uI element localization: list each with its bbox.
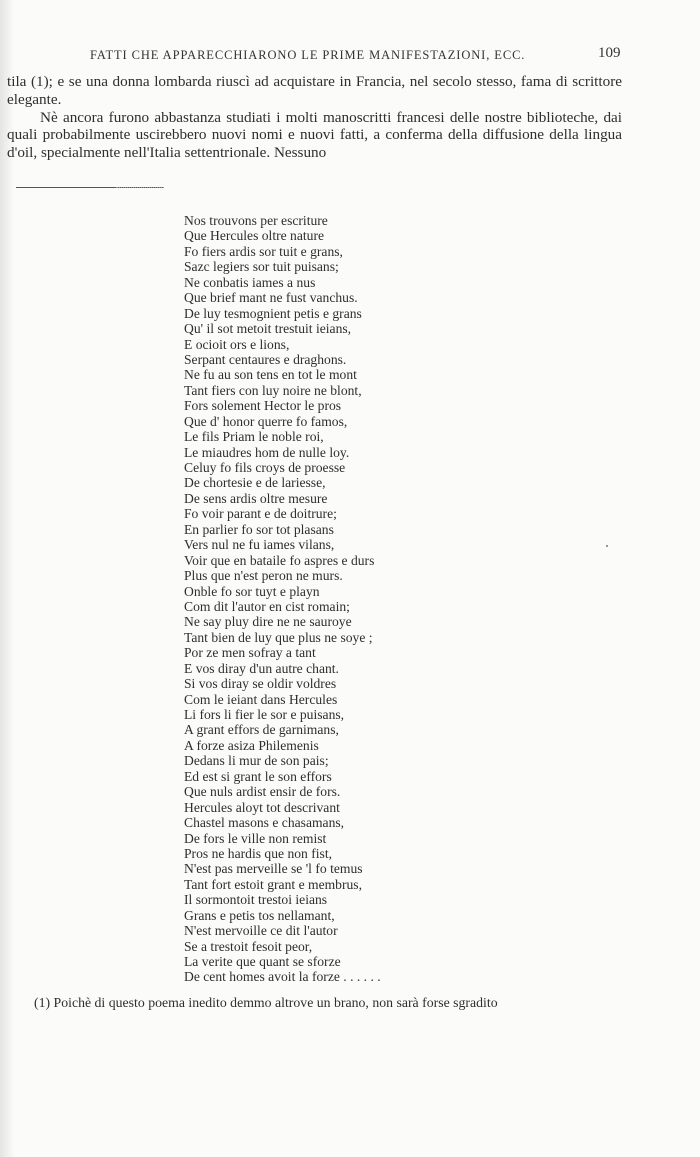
running-header: FATTI CHE APPARECCHIARONO LE PRIME MANIFESTAZIONI, ECC.: [90, 48, 526, 62]
ink-speck: [606, 545, 608, 547]
page-number: 109: [598, 45, 621, 61]
poem-line: La verite que quant se sforze: [184, 954, 341, 969]
poem-line: Nos trouvons per escriture: [184, 213, 328, 228]
poem-line: Que brief mant ne fust vanchus.: [184, 290, 358, 306]
poem-line: Qu' il sot metoit trestuit ieians,: [184, 321, 352, 337]
paragraph: tila (1); e se una donna lombarda riuscì ad acquistare in Francia, nel secolo stesso, fama di scrittore elegante.: [7, 73, 622, 108]
poem-line: Vers nul ne fu iames vilans,: [184, 537, 335, 553]
poem-line: Celuy fo fils croys de proesse: [184, 460, 346, 475]
poem-line: Il sormontoit trestoi ieians: [184, 892, 328, 908]
poem-line: Li fors li fier le sor e puisans,: [184, 707, 345, 722]
poem-line: Tant fiers con luy noire ne blont,: [184, 382, 362, 398]
poem-line: De chortesie e de lariesse,: [184, 475, 326, 491]
poem-block: [184, 213, 624, 985]
poem-line: Ne fu au son tens en tot le mont: [184, 367, 357, 383]
body-text: [7, 73, 622, 162]
poem-line: Que Hercules oltre nature: [184, 228, 325, 244]
poem-line: Com dit l'autor en cist romain;: [184, 598, 350, 614]
poem-line: Pros ne hardis que non fist,: [184, 845, 333, 861]
poem-line: Fo voir parant e de doitrure;: [184, 506, 337, 522]
poem-line: Le miaudres hom de nulle loy.: [184, 444, 350, 460]
poem-line: Se a trestoit fesoit peor,: [184, 938, 313, 954]
poem-line: Com le ieiant dans Hercules: [184, 691, 338, 707]
poem-line: Que nuls ardist ensir de fors.: [184, 784, 341, 800]
poem-line: Onble fo sor tuyt e playn: [184, 583, 320, 599]
poem-line: Hercules aloyt tot descrivant: [184, 799, 340, 815]
poem-line: Plus que n'est peron ne murs.: [184, 568, 343, 584]
poem-line: Que d' honor querre fo famos,: [184, 413, 348, 429]
footnote: (1) Poichè di questo poema inedito demmo altrove un brano, non sarà forse sgradito: [34, 995, 498, 1010]
poem-line: Ed est si grant le son effors: [184, 768, 332, 784]
poem-line: Le fils Priam le noble roi,: [184, 429, 324, 445]
poem-line: A grant effors de garnimans,: [184, 722, 339, 738]
poem-line: Fors solement Hector le pros: [184, 398, 342, 414]
poem-line: N'est mervoille ce dit l'autor: [184, 923, 338, 939]
poem-line: En parlier fo sor tot plasans: [184, 521, 334, 537]
poem-line: Voir que en bataile fo aspres e durs: [184, 552, 375, 568]
section-rule: [16, 187, 164, 188]
poem-line: De luy tesmognient petis e grans: [184, 305, 362, 321]
poem-line: Grans e petis tos nellamant,: [184, 907, 335, 923]
poem-line: De cent homes avoit la forze . . . . . .: [184, 969, 381, 985]
poem-line: Tant bien de luy que plus ne soye ;: [184, 629, 373, 645]
poem-line: E vos diray d'un autre chant.: [184, 660, 339, 676]
poem-line: Tant fort estoit grant e membrus,: [184, 876, 362, 892]
poem-line: Chastel masons e chasamans,: [184, 815, 345, 831]
poem-line: A forze asiza Philemenis: [184, 737, 319, 753]
poem-line: Dedans li mur de son pais;: [184, 753, 329, 769]
poem-line: De sens ardis oltre mesure: [184, 490, 328, 506]
paragraph: Nè ancora furono abbastanza studiati i molti manoscritti francesi delle nostre biblioteche, dai quali probabilmente uscirebbero nuovi nomi e nuovi fatti, a conferma della diffusione della lingua d'oil, specialmente nell'Italia settentrionale. Nessuno: [7, 108, 622, 162]
poem-line: Serpant centaures e draghons.: [184, 351, 347, 367]
poem-line: Sazc legiers sor tuit puisans;: [184, 259, 339, 275]
poem-line: N'est pas merveille se 'l fo temus: [184, 861, 363, 877]
poem-line: Si vos diray se oldir voldres: [184, 676, 337, 692]
poem-line: Fo fiers ardis sor tuit e grans,: [184, 243, 343, 259]
poem-line: De fors le ville non remist: [184, 830, 327, 846]
poem-line: E ocioit ors e lions,: [184, 336, 290, 352]
poem-line: Por ze men sofray a tant: [184, 645, 316, 661]
page-gutter-shadow: [0, 0, 14, 1157]
poem-line: Ne conbatis iames a nus: [184, 274, 316, 290]
poem-line: Ne say pluy dire ne ne sauroye: [184, 614, 352, 630]
